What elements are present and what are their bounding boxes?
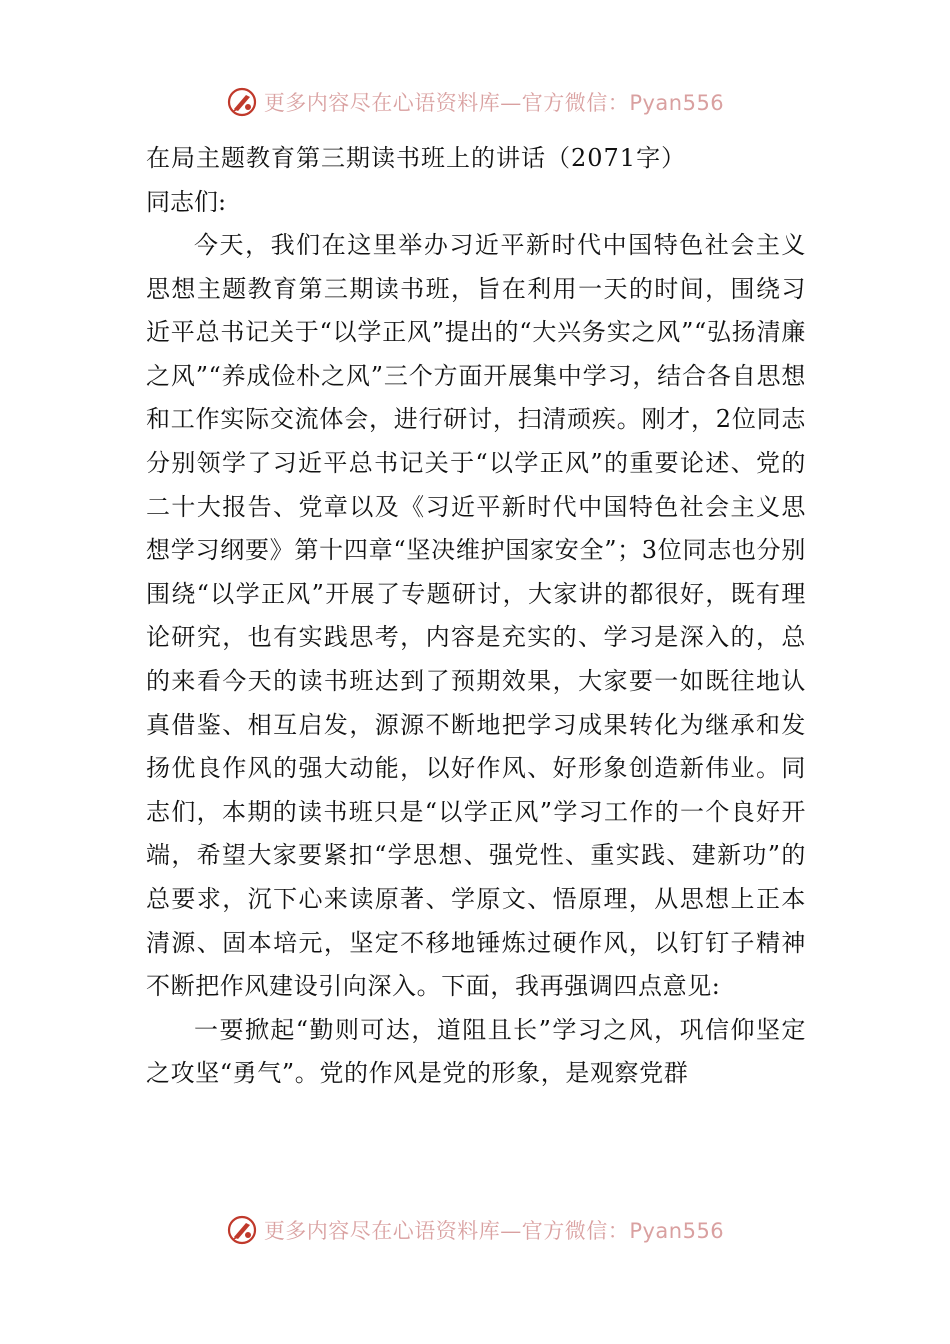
watermark-banner-bottom xyxy=(0,1210,950,1250)
watermark-banner-top xyxy=(0,82,950,122)
watermark-text: 更多内容尽在心语资料库—官方微信：Pyan556 xyxy=(263,1219,725,1243)
paragraph-1: 今天，我们在这里举办习近平新时代中国特色社会主义思想主题教育第三期读书班，旨在利用一天的时间，围绕习近平总书记关于“以学正风”提出的“大兴务实之风”“弘扬清廉之风”“养成俭朴之风”三个方面开展集中学习，结合各自思想和工作实际交流体会，进行研讨，扫清顽疾。刚才，2位同志分别领学了习近平总书记关于“以学正风”的重要论述、党的二十大报告、党章以及《习近平新时代中国特色社会主义思想学习纲要》第十四章“坚决维护国家安全”；3位同志也分别围绕“以学正风”开展了专题研讨，大家讲的都很好，既有理论研究，也有实践思考，内容是充实的、学习是深入的，总的来看今天的读书班达到了预期效果，大家要一如既往地认真借鉴、相互启发，源源不断地把学习成果转化为继承和发扬优良作风的强大动能，以好作风、好形象创造新伟业。同志们，本期的读书班只是“以学正风”学习工作的一个良好开端，希望大家要紧扣“学思想、强党性、重实践、建新功”的总要求，沉下心来读原著、学原文、悟原理，从思想上正本清源、固本培元，坚定不移地锤炼过硬作风，以钉钉子精神不断把作风建设引向深入。下面，我再强调四点意见: xyxy=(146,231,806,1001)
watermark-handle: Pyan556 xyxy=(629,1219,725,1243)
paragraph-2: 一要掀起“勤则可达，道阻且长”学习之风，巩信仰坚定之攻坚“勇气”。党的作风是党的形象，是观察党群 xyxy=(146,1015,806,1088)
watermark-handle: Pyan556 xyxy=(629,91,725,115)
pen-seal-logo-icon xyxy=(226,86,258,118)
document-title: 在局主题教育第三期读书班上的讲话（2071字） xyxy=(146,144,687,172)
salutation: 同志们: xyxy=(146,188,227,216)
pen-seal-logo-icon xyxy=(226,1214,258,1246)
document-body xyxy=(146,136,806,1096)
watermark-text: 更多内容尽在心语资料库—官方微信：Pyan556 xyxy=(263,91,725,115)
